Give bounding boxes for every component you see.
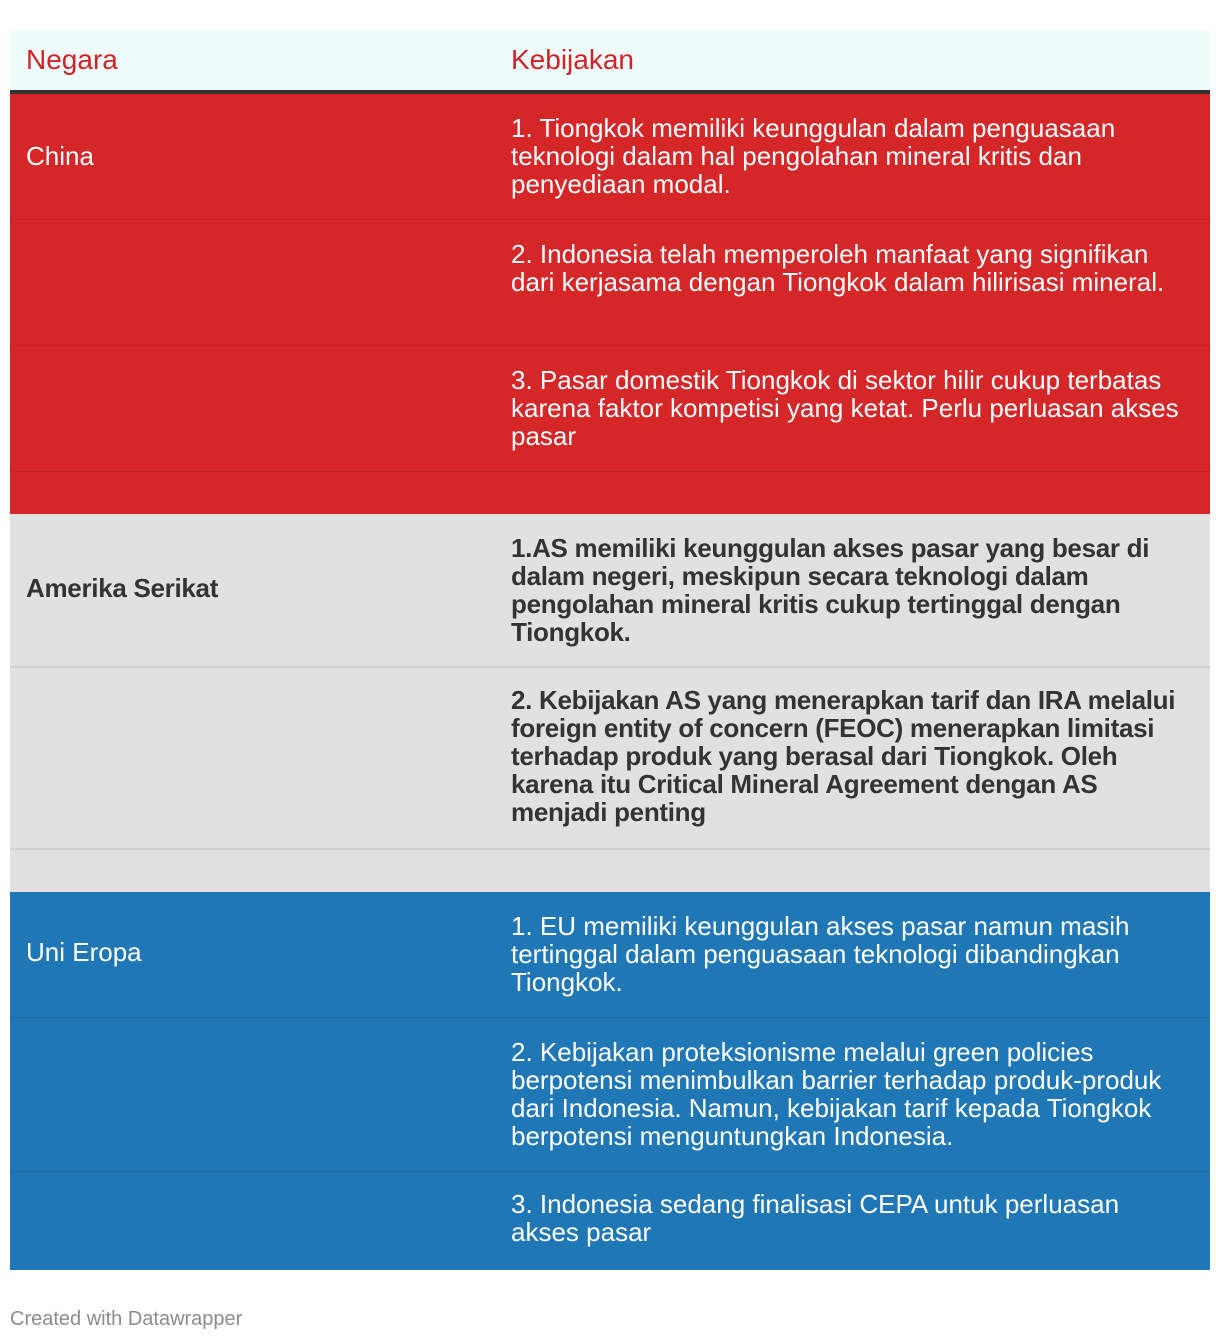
- policy-cell: 1.AS memiliki keunggulan akses pasar yang besar di dalam negeri, meskipun secara teknologi dalam pengolahan mineral kritis cukup tertinggal dengan Tiongkok.: [511, 533, 1150, 647]
- policy-cell: 3. Indonesia sedang finalisasi CEPA untuk perluasan akses pasar: [511, 1189, 1120, 1247]
- group-china: [10, 94, 1210, 514]
- table-row-spacer: [10, 850, 1210, 892]
- table-row: [10, 1172, 1210, 1270]
- country-cell: Uni Eropa: [26, 937, 142, 967]
- country-cell: China: [26, 141, 94, 171]
- policy-cell: 2. Indonesia telah memperoleh manfaat yang signifikan dari kerjasama dengan Tiongkok dalam hilirisasi mineral.: [511, 239, 1165, 297]
- header-policy: Kebijakan: [511, 44, 634, 75]
- table-row: [10, 94, 1210, 220]
- table-row: [10, 1018, 1210, 1172]
- policy-cell: 1. EU memiliki keunggulan akses pasar namun masih tertinggal dalam penguasaan teknologi dibandingkan Tiongkok.: [511, 911, 1130, 997]
- footer-credit: Created with Datawrapper: [10, 1308, 243, 1330]
- table-header: [10, 30, 1210, 94]
- table-row: [10, 220, 1210, 346]
- table-row: [10, 892, 1210, 1018]
- table-row: [10, 514, 1210, 668]
- table-row-spacer: [10, 472, 1210, 514]
- group-uni-eropa: [10, 892, 1210, 1270]
- group-amerika-serikat: [10, 514, 1210, 892]
- policy-cell: 1. Tiongkok memiliki keunggulan dalam penguasaan teknologi dalam hal pengolahan mineral kritis dan penyediaan modal.: [511, 113, 1116, 199]
- table-row: [10, 668, 1210, 850]
- policy-table: [10, 30, 1210, 1270]
- table-row: [10, 346, 1210, 472]
- policy-cell: 2. Kebijakan proteksionisme melalui green policies berpotensi menimbulkan barrier terhadap produk-produk dari Indonesia. Namun, kebijakan tarif kepada Tiongkok berpotensi menguntungkan Indonesia.: [511, 1037, 1162, 1151]
- policy-cell: 2. Kebijakan AS yang menerapkan tarif dan IRA melalui foreign entity of concern (FEOC) menerapkan limitasi terhadap produk yang berasal dari Tiongkok. Oleh karena itu Critical Mineral Agreement dengan AS menjadi penting: [511, 685, 1176, 827]
- policy-cell: 3. Pasar domestik Tiongkok di sektor hilir cukup terbatas karena faktor kompetisi yang ketat. Perlu perluasan akses pasar: [511, 365, 1179, 451]
- header-country: Negara: [26, 44, 118, 75]
- country-cell: Amerika Serikat: [26, 573, 219, 603]
